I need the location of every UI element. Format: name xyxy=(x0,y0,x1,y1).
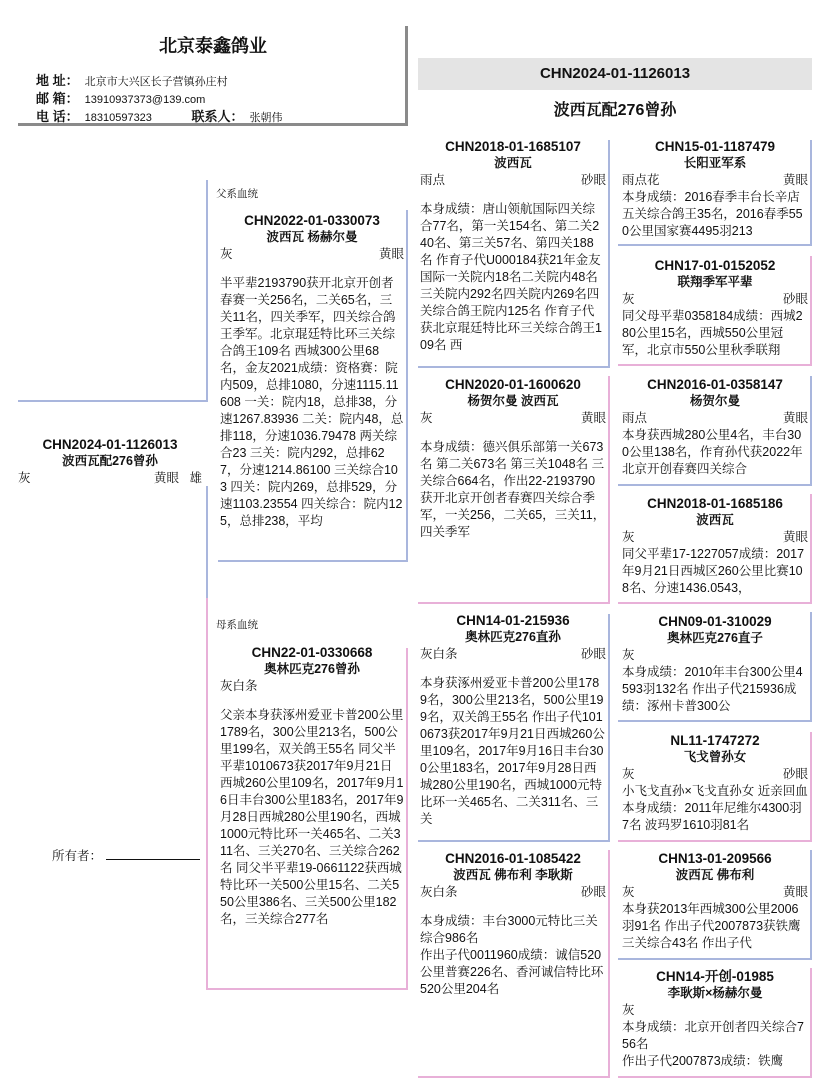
dds-ring: CHN13-01-209566 xyxy=(658,851,772,866)
subject-name-title: 波西瓦配276曾孙 xyxy=(553,102,677,119)
ggp-ddd-card xyxy=(622,968,808,1074)
ds-name: 奥林匹克276直孙 xyxy=(465,630,561,644)
dam-color: 灰白条 xyxy=(220,679,258,693)
ssd-color: 灰 xyxy=(622,292,635,306)
subject-color: 灰 xyxy=(18,471,31,485)
connector-sd-bottom xyxy=(418,602,610,604)
connector-dam-h xyxy=(206,988,406,990)
dam-record: 父亲本身获涿州爱亚卡普200公里1789名，300公里213名，500公里199名，双关鸽王55名 同父半平辈1010673获2017年9月21日西城260公里109名，2017年9月16日丰台300公里183名，2017年9月28日西城280公里190名，西城1000元特比环一关465名、二关311名、三关270名、三关综合262名 同父半平辈19-0661122获西城特比环一关500公里15名、二关550公里386名、三关500公里182名，三关综合277名 xyxy=(220,708,404,926)
connector-ddd-bottom xyxy=(618,1076,812,1078)
sdd-traits xyxy=(622,529,808,546)
ddd-color: 灰 xyxy=(622,1003,635,1017)
dd-traits xyxy=(420,884,606,901)
sdd-color: 灰 xyxy=(622,530,635,544)
owner-label: 所有者： xyxy=(52,849,103,863)
sd-ring: CHN2020-01-1600620 xyxy=(445,377,581,392)
connector-ss-right xyxy=(608,140,610,368)
dsd-record: 小飞戈直孙×飞戈直孙女 近亲回血 本身成绩：2011年尼维尔4300羽7名 波玛罗1610羽81名 xyxy=(622,784,808,832)
sire-eye: 黄眼 xyxy=(378,247,404,261)
sire-card xyxy=(220,212,404,558)
dd-ring: CHN2016-01-1085422 xyxy=(445,851,581,866)
dds-eye: 黄眼 xyxy=(782,885,808,899)
email-label: 邮 箱： xyxy=(36,91,79,106)
dds-color: 灰 xyxy=(622,885,635,899)
breeder-header xyxy=(18,26,408,126)
address-label: 地 址： xyxy=(36,73,79,88)
connector-ss-bottom xyxy=(418,366,610,368)
dam-card xyxy=(220,644,404,962)
connector-ds-right xyxy=(608,614,610,842)
sd-name: 杨贺尔曼 波西瓦 xyxy=(467,394,559,408)
contact-label: 联系人： xyxy=(191,109,244,124)
ddd-traits xyxy=(622,1002,808,1019)
dss-ring: CHN09-01-310029 xyxy=(658,614,772,629)
dsd-ring: NL11-1747272 xyxy=(670,733,760,748)
sss-name: 长阳亚军系 xyxy=(683,156,747,170)
sire-record: 半平辈2193790获开北京开创者春赛一关256名，二关65名，三关11名，四关季军，四关综合鸽王季军。北京琨廷特比环三关综合鸽王109名 西城300公里68名，金友2021成绩：资格赛：院内509，总排1080，分速1115.11608 一关：院内18，总排38，分速1267.83936 二关：院内48，总排118，分速1036.79478 两关综合23 三关：院内292，总排627，分速1214.86100 三关综合103 四关：院内269，总排529，分速1103.23554 四关综合：院内125，总排238，平均 xyxy=(220,276,404,528)
sss-ring: CHN15-01-1187479 xyxy=(654,139,776,154)
connector-dds-bottom xyxy=(618,958,812,960)
sss-record: 本身成绩：2016春季丰台长辛店五关综合鸽王35名，2016春季550公里国家赛4495羽213 xyxy=(622,190,803,238)
connector-sds-right xyxy=(810,376,812,486)
subject-eye: 黄眼 xyxy=(154,471,180,485)
ssd-traits xyxy=(622,291,808,308)
dsd-name: 飞戈曾孙女 xyxy=(683,750,747,764)
company-name: 北京泰鑫鸽业 xyxy=(159,36,267,56)
sire-ring: CHN2022-01-0330073 xyxy=(244,213,380,228)
ssd-record: 同父母平辈0358184成绩：西城280公里15名，西城550公里冠军，北京市550公里秋季联翔 xyxy=(622,309,803,357)
dss-color: 灰 xyxy=(622,648,635,662)
dds-name: 波西瓦 佛布利 xyxy=(675,868,755,882)
connector-sds-bottom xyxy=(618,484,812,486)
granddam-maternal-card xyxy=(420,850,606,1074)
subject-name: 波西瓦配276曾孙 xyxy=(62,454,158,468)
dd-name: 波西瓦 佛布利 李耿斯 xyxy=(453,868,573,882)
connector-sdd-bottom xyxy=(618,602,812,604)
connector-dsd-right xyxy=(810,732,812,842)
phone-value: 18310597323 xyxy=(84,112,152,124)
connector-dam-v xyxy=(206,598,208,988)
ss-ring: CHN2018-01-1685107 xyxy=(445,139,581,154)
sds-eye: 黄眼 xyxy=(782,411,808,425)
email-value: 13910937373@139.com xyxy=(84,94,206,106)
ds-record: 本身获涿州爱亚卡普200公里1789名，300公里213名，500公里199名，双关鸽王55名 作出子代1010673获2017年9月21日西城260公里109名，2017年9月16日丰台300公里183名，2017年9月28日西城280公里190名，西城1000元特比环一关465名、二关311名、三关 xyxy=(420,676,605,826)
ss-name: 波西瓦 xyxy=(494,156,532,170)
connector-dam-card-right xyxy=(406,648,408,990)
subject-sex: 雄 xyxy=(189,471,202,485)
connector-sire-card-bottom xyxy=(218,560,408,562)
ds-ring: CHN14-01-215936 xyxy=(456,613,570,628)
ddd-record-2: 作出子代2007873成绩：铁鹰 xyxy=(622,1054,784,1068)
sd-color: 灰 xyxy=(420,411,433,425)
dd-color: 灰白条 xyxy=(420,885,458,899)
ss-record: 本身成绩：唐山领航国际四关综合77名，第一关154名、第二关240名、第三关57名、第四关188名 作育子代U000184获21年金友国际一关院内18名二关院内48名三关院内292名四关院内269名四关综合鸽王院内125名 作育子代获北京琨廷特比环三关综合鸽王109名 西 xyxy=(420,202,602,352)
ds-color: 灰白条 xyxy=(420,647,458,661)
connector-ssd-bottom xyxy=(618,364,812,366)
phone-row xyxy=(36,106,283,125)
sdd-eye: 黄眼 xyxy=(782,530,808,544)
subject-card xyxy=(18,436,202,487)
dam-name: 奥林匹克276曾孙 xyxy=(264,662,360,676)
connector-ssd-right xyxy=(810,256,812,366)
sire-line-label: 父系血统 xyxy=(216,188,258,200)
sire-color: 灰 xyxy=(220,247,233,261)
sss-traits xyxy=(622,172,808,189)
sds-ring: CHN2016-01-0358147 xyxy=(647,377,783,392)
dd-record: 本身成绩：丰台3000元特比三关综合986名 xyxy=(420,914,598,945)
ddd-ring: CHN14-开创-01985 xyxy=(656,969,774,984)
subject-traits xyxy=(18,470,202,487)
address-value: 北京市大兴区长子营镇孙庄村 xyxy=(84,76,228,88)
connector-dd-right xyxy=(608,850,610,1078)
connector-sire-h xyxy=(18,400,208,402)
connector-ddd-right xyxy=(810,968,812,1078)
subject-ring-band: CHN2024-01-1126013 xyxy=(418,58,812,90)
granddam-paternal-card xyxy=(420,376,606,600)
connector-dds-right xyxy=(810,850,812,960)
owner-field xyxy=(52,846,200,864)
ggp-dsd-card xyxy=(622,732,808,838)
ds-traits xyxy=(420,646,606,663)
dd-eye: 砂眼 xyxy=(580,885,606,899)
dsd-eye: 砂眼 xyxy=(782,767,808,781)
sss-eye: 黄眼 xyxy=(782,173,808,187)
connector-ds-bottom xyxy=(418,840,610,842)
dam-line-label: 母系血统 xyxy=(216,619,258,631)
ss-traits xyxy=(420,172,606,189)
sds-name: 杨贺尔曼 xyxy=(689,394,740,408)
ggp-dss-card xyxy=(622,613,808,718)
connector-sire-v xyxy=(206,180,208,402)
sds-record: 本身获西城280公里4名，丰台300公里138名，作育孙代获2022年北京开创春赛四关综合 xyxy=(622,428,803,476)
dds-record: 本身获2013年西城300公里2006羽91名 作出子代2007873获铁鹰三关综合43名 作出子代 xyxy=(622,902,801,950)
dsd-color: 灰 xyxy=(622,767,635,781)
address-row xyxy=(36,70,228,89)
contact-value: 张朝伟 xyxy=(249,112,283,124)
grandsire-maternal-card xyxy=(420,612,606,838)
ss-color: 雨点 xyxy=(420,173,446,187)
sire-traits xyxy=(220,246,404,263)
connector-subject-v-up xyxy=(206,486,208,598)
ggp-sss-card xyxy=(622,138,808,242)
sds-color: 雨点 xyxy=(622,411,648,425)
phone-label: 电 话： xyxy=(36,109,79,124)
sdd-ring: CHN2018-01-1685186 xyxy=(647,496,783,511)
connector-dsd-bottom xyxy=(618,840,812,842)
sds-traits xyxy=(622,410,808,427)
dam-ring: CHN22-01-0330668 xyxy=(251,645,373,660)
dsd-traits xyxy=(622,766,808,783)
sd-traits xyxy=(420,410,606,427)
sd-record: 本身成绩：德兴俱乐部第一关673名 第二关673名 第三关1048名 三关综合664名，作出22-2193790获开北京开创者春赛四关综合季军，一关256，二关65，三关11，四关季军 xyxy=(420,440,606,539)
subject-ring: CHN2024-01-1126013 xyxy=(42,437,178,452)
connector-sss-right xyxy=(810,140,812,246)
ssd-eye: 砂眼 xyxy=(782,292,808,306)
ggp-ssd-card xyxy=(622,257,808,362)
ds-eye: 砂眼 xyxy=(580,647,606,661)
connector-sss-bottom xyxy=(618,244,812,246)
ddd-record: 本身成绩：北京开创者四关综合756名 xyxy=(622,1020,804,1051)
connector-dss-right xyxy=(810,612,812,722)
connector-sire-card-right xyxy=(406,210,408,562)
ssd-name: 联翔季军平辈 xyxy=(677,275,753,289)
ggp-sds-card xyxy=(622,376,808,482)
grandsire-paternal-card xyxy=(420,138,606,364)
sire-name: 波西瓦 杨赫尔曼 xyxy=(266,230,358,244)
connector-sdd-right xyxy=(810,494,812,604)
dss-traits xyxy=(622,647,808,664)
dss-name: 奥林匹克276直子 xyxy=(667,631,763,645)
ddd-name: 李耿斯×杨赫尔曼 xyxy=(667,986,763,1000)
dd-record-2: 作出子代0011960成绩：诚信520公里普赛226名、香河诚信特比环520公里204名 xyxy=(420,948,604,996)
ggp-sdd-card xyxy=(622,495,808,600)
ggp-dds-card xyxy=(622,850,808,956)
sd-eye: 黄眼 xyxy=(580,411,606,425)
connector-sd-right xyxy=(608,376,610,604)
connector-dss-bottom xyxy=(618,720,812,722)
ss-eye: 砂眼 xyxy=(580,173,606,187)
email-row xyxy=(36,88,205,107)
dss-record: 本身成绩：2010年丰台300公里4593羽132名 作出子代215936成绩：涿州卡普300公 xyxy=(622,665,803,713)
ssd-ring: CHN17-01-0152052 xyxy=(654,258,776,273)
connector-dd-bottom xyxy=(418,1076,610,1078)
sdd-record: 同父平辈17-1227057成绩：2017年9月21日西城区260公里比赛108名、分速1436.0543， xyxy=(622,547,805,595)
dds-traits xyxy=(622,884,808,901)
sss-color: 雨点花 xyxy=(622,173,660,187)
sdd-name: 波西瓦 xyxy=(696,513,734,527)
